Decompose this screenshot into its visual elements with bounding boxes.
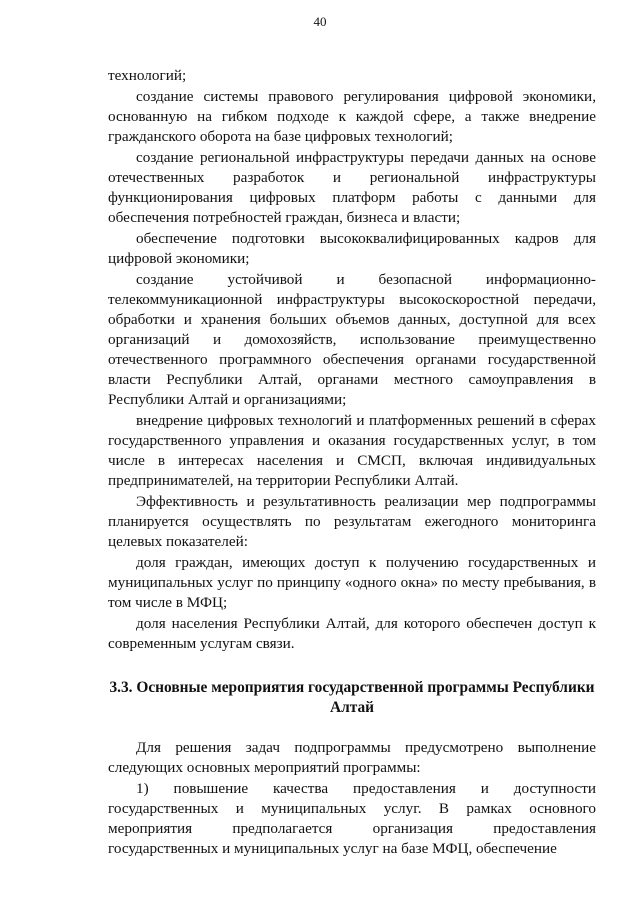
paragraph: обеспечение подготовки высококвалифицированных кадров для цифровой экономики; (108, 230, 596, 267)
paragraph: Для решения задач подпрограммы предусмотрено выполнение следующих основных мероприятий программы: (108, 739, 596, 776)
paragraph: доля населения Республики Алтай, для которого обеспечен доступ к современным услугам связи. (108, 615, 596, 652)
spacer (108, 718, 596, 738)
paragraph: создание устойчивой и безопасной информационно-телекоммуникационной инфраструктуры высокоскоростной передачи, обработки и хранения больших объемов данных, доступной для всех организаций и домохозяйств, использование преимущественно отечественного программного обеспечения органами государственной власти Республики Алтай, органами местного самоуправления в Республики Алтай и организациями; (108, 271, 596, 408)
section-heading: 3.3. Основные мероприятия государственной программы Республики Алтай (109, 679, 595, 716)
paragraph: 1) повышение качества предоставления и доступности государственных и муниципальных услуг. В рамках основного мероприятия предполагается организация предоставления государственных и муниципальных услуг на базе МФЦ, обеспечение (108, 780, 596, 857)
page-number: 40 (313, 14, 327, 29)
paragraph: технологий; (108, 67, 187, 84)
paragraph: создание региональной инфраструктуры передачи данных на основе отечественных разработок и региональной инфраструктуры функционирования цифровых платформ работы с данными для обеспечения потребностей граждан, бизнеса и власти; (108, 149, 596, 226)
body-text (108, 66, 596, 860)
paragraph: создание системы правового регулирования цифровой экономики, основанную на гибком подходе к каждой сфере, а также внедрение гражданского оборота на базе цифровых технологий; (108, 88, 596, 145)
paragraph: внедрение цифровых технологий и платформенных решений в сферах государственного управления и оказания государственных услуг, в том числе в интересах населения и СМСП, включая индивидуальных предпринимателей, на территории Республики Алтай. (108, 412, 596, 489)
paragraph: доля граждан, имеющих доступ к получению государственных и муниципальных услуг по принципу «одного окна» по месту пребывания, в том числе в МФЦ; (108, 554, 596, 611)
paragraph: Эффективность и результативность реализации мер подпрограммы планируется осуществлять по результатам ежегодного мониторинга целевых показателей: (108, 493, 596, 550)
